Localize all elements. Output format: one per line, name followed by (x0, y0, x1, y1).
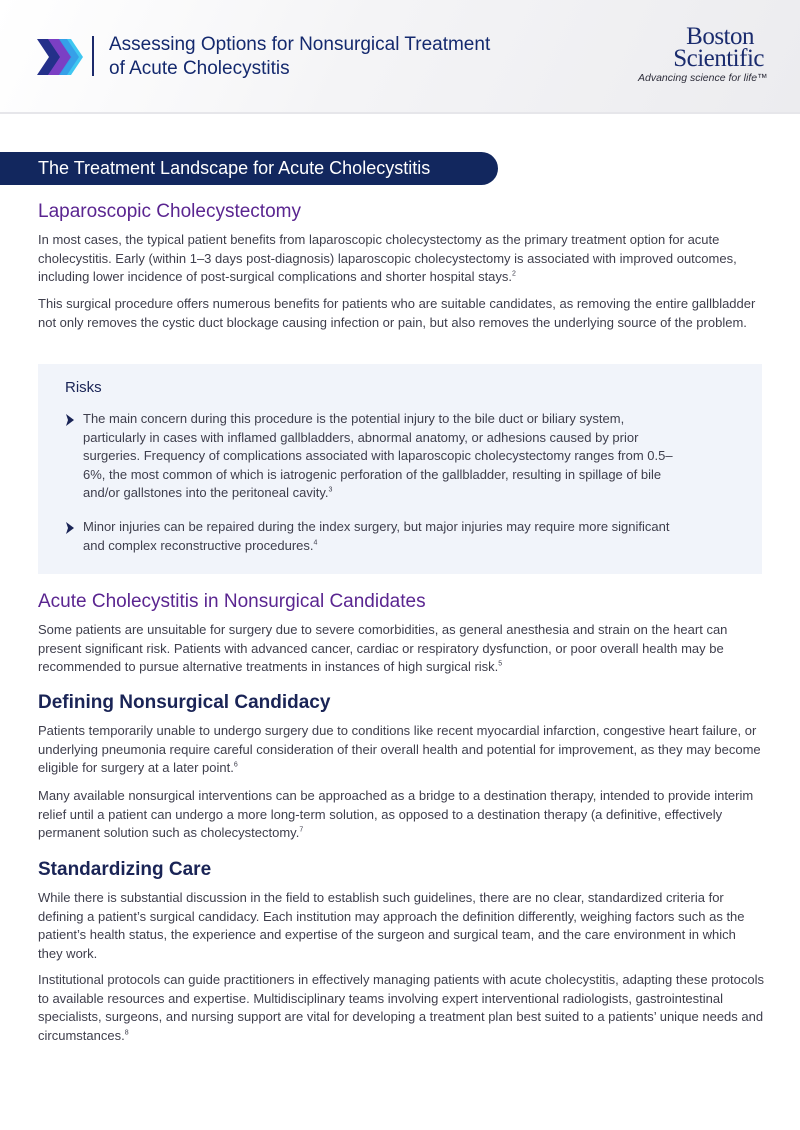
paragraph-standard-2 (38, 971, 764, 1045)
paragraph-acute-1 (38, 621, 764, 677)
footnote-ref: 8 (124, 1029, 129, 1037)
section-banner: The Treatment Landscape for Acute Cholecystitis (0, 152, 498, 185)
paragraph-defining-2 (38, 787, 764, 843)
risks-callout (38, 364, 762, 574)
heading-laparoscopic: Laparoscopic Cholecystectomy (38, 201, 301, 222)
paragraph-text: Patients temporarily unable to undergo surgery due to conditions like recent myocardial infarction, congestive heart failure, or underlying pneumonia require careful consideration of their overall health and potential for improvement, as they may become eligible for surgery at a later point. (38, 723, 761, 776)
title-line-2: of Acute Cholecystitis (109, 58, 290, 79)
paragraph-text: Many available nonsurgical interventions can be approached as a bridge to a destination therapy, intended to provide interim relief until a patient can undergo a more long-term solution, as opposed to a destination therapy (a definitive, effectively permanent solution such as cholecystectomy. (38, 788, 754, 841)
heading-standardizing-care: Standardizing Care (38, 859, 212, 880)
bullet-arrow-icon (64, 521, 76, 535)
footnote-ref: 6 (233, 761, 238, 769)
boston-scientific-logo (628, 24, 778, 90)
paragraph-lap-1 (38, 231, 764, 287)
risks-title: Risks (65, 379, 102, 396)
logo-word-2: Scientific (673, 45, 764, 72)
bullet-text: The main concern during this procedure is the potential injury to the bile duct or biliary system, particularly in cases with inflamed gallbladders, abnormal anatomy, or adhesions caused by prior surgeries. Frequency of complications associated with laparoscopic cholecystectomy ranges from 0.5–6%, the most common of which is iatrogenic perforation of the gallbladder, resulting in spillage of bile and/or gallstones into the peritoneal cavity. (83, 411, 673, 501)
paragraph-text: Institutional protocols can guide practitioners in effectively managing patients with acute cholecystitis, adapting these protocols to available resources and expertise. Multidisciplinary teams involving expert interventional radiologists, gastrointestinal specialists, surgeons, and nursing support are vital for developing a treatment plan best suited to a patients’ unique needs and circumstances. (38, 972, 765, 1043)
footnote-ref: 4 (313, 539, 318, 547)
title-line-1: Assessing Options for Nonsurgical Treatment (109, 34, 491, 55)
paragraph-standard-1: While there is substantial discussion in the field to establish such guidelines, there are no clear, standardized criteria for defining a patient’s surgical candidacy. Each institution may approach the definition differently, weighing factors such as the patient’s health status, the experience and expertise of the surgeon and surgical team, and the care environment in which they work. (38, 890, 745, 961)
footnote-ref: 7 (299, 826, 304, 834)
paragraph-text: Some patients are unsuitable for surgery due to severe comorbidities, as general anesthesia and strain on the heart can present significant risk. Patients with advanced cancer, cardiac or respiratory dysfunction, or poor overall health may be recommended to pursue alternative treatments in instances of high surgical risk. (38, 622, 728, 675)
document-header (0, 0, 800, 114)
paragraph-defining-1 (38, 722, 764, 778)
heading-acute-nonsurgical: Acute Cholecystitis in Nonsurgical Candidates (38, 591, 426, 612)
header-divider (92, 36, 94, 76)
logo-word-1: Boston (686, 23, 754, 50)
brand-chevrons-icon (37, 39, 85, 75)
footnote-ref: 3 (328, 487, 333, 495)
risk-bullet-text (83, 518, 688, 555)
logo-tagline: Advancing science for life™ (638, 72, 768, 84)
paragraph-text: In most cases, the typical patient benefits from laparoscopic cholecystectomy as the primary treatment option for acute cholecystitis. Early (within 1–3 days post-diagnosis) laparoscopic cholecystectomy is associated with improved outcomes, including lower incidence of post-surgical complications and shorter hospital stays. (38, 232, 737, 285)
bullet-arrow-icon (64, 413, 76, 427)
bullet-text: Minor injuries can be repaired during the index surgery, but major injuries may require more significant and complex reconstructive procedures. (83, 519, 670, 553)
footnote-ref: 2 (512, 270, 516, 278)
heading-defining-candidacy: Defining Nonsurgical Candidacy (38, 692, 331, 713)
paragraph-lap-2: This surgical procedure offers numerous benefits for patients who are suitable candidates, as removing the entire gallbladder not only removes the cystic duct blockage causing infection or pain, but also removes the underlying source of the problem. (38, 296, 756, 330)
risk-bullet-text (83, 410, 688, 503)
document-title (109, 33, 589, 81)
footnote-ref: 5 (498, 660, 503, 668)
